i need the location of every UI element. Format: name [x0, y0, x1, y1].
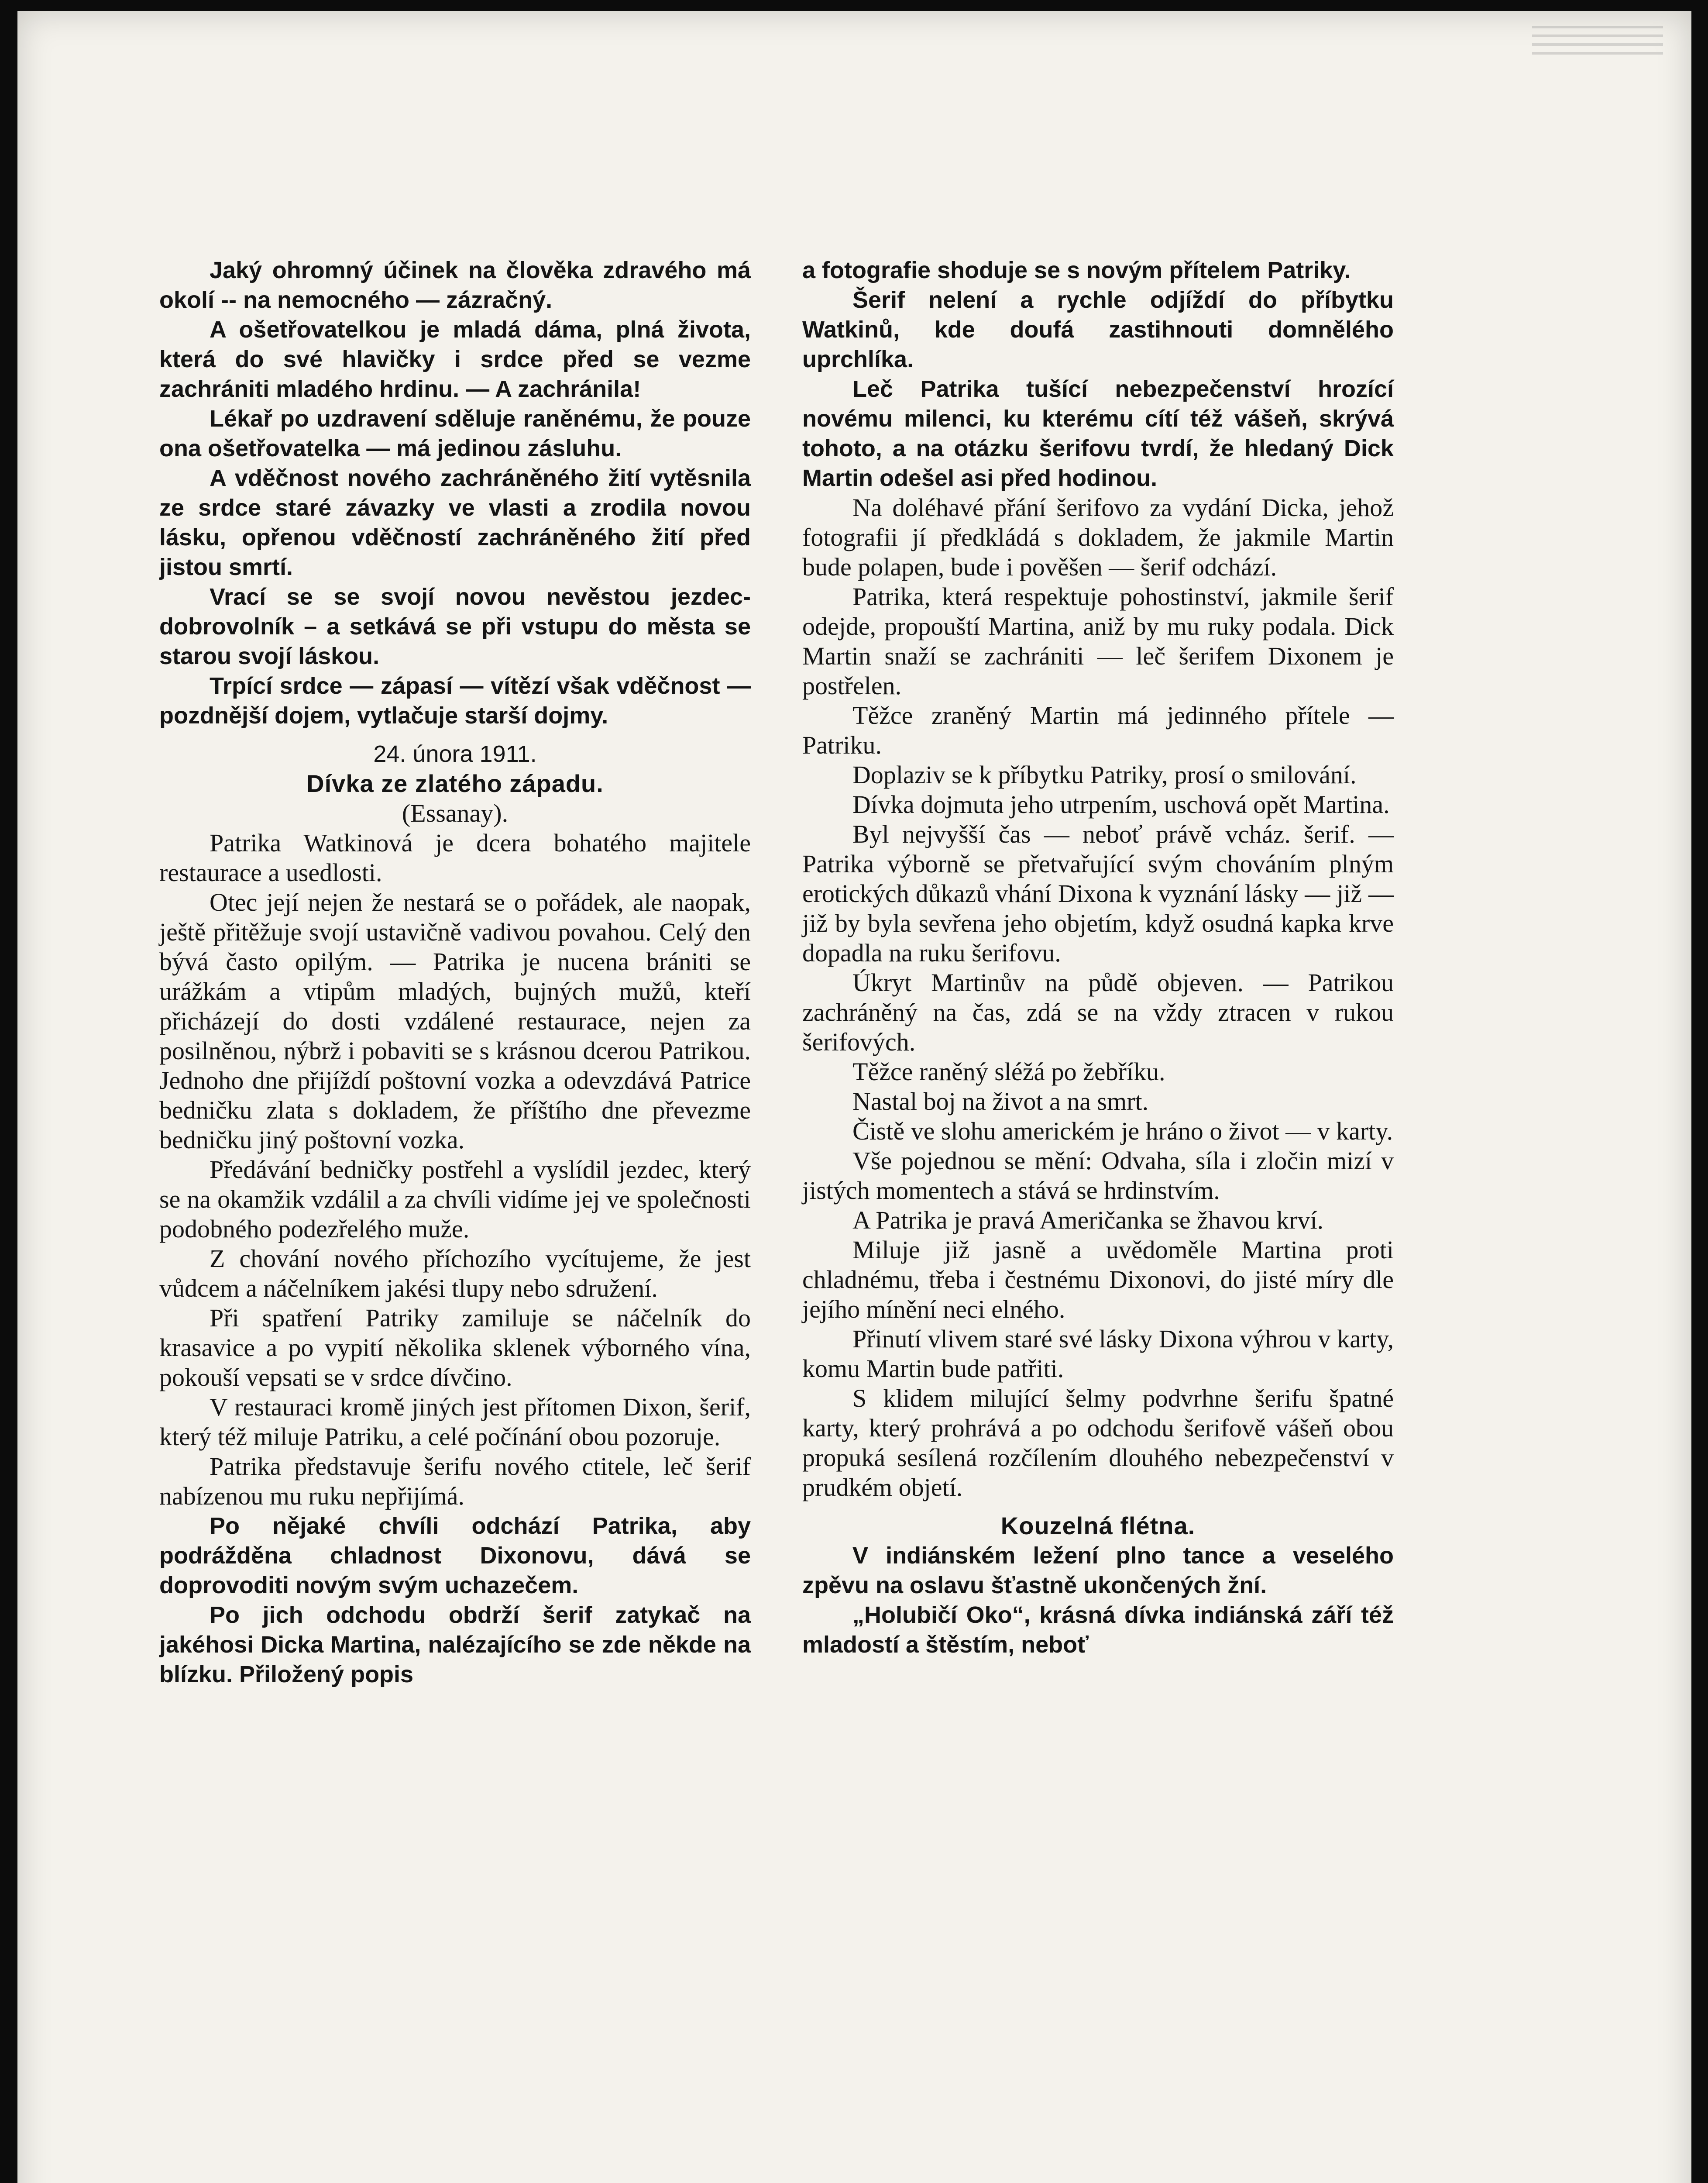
article-title: Dívka ze zlatého západu. — [306, 770, 604, 797]
paragraph: Po nějaké chvíli odchází Patrika, aby podrážděna chladnost Dixonovu, dává se doprovoditi novým svým uchazečem. — [159, 1513, 751, 1598]
paragraph: Z chování nového příchozího vycítujeme, že jest vůdcem a náčelníkem jakési tlupy nebo sdružení. — [159, 1244, 751, 1302]
paragraph: Šerif nelení a rychle odjíždí do příbytku Watkinů, kde doufá zastihnouti domnělého uprchlíka. — [802, 287, 1394, 372]
paragraph: Patrika Watkinová je dcera bohatého majitele restaurace a usedlosti. — [159, 829, 751, 887]
paragraph: V restauraci kromě jiných jest přítomen Dixon, šerif, který též miluje Patriku, a celé počínání obou pozoruje. — [159, 1393, 751, 1451]
paragraph: „Holubičí Oko“, krásná dívka indiánská září též mladostí a štěstím, neboť — [802, 1602, 1394, 1658]
right-column — [802, 255, 1394, 1660]
paragraph: Dívka dojmuta jeho utrpením, uschová opět Martina. — [852, 790, 1390, 819]
paragraph: Nastal boj na život a na smrt. — [852, 1087, 1149, 1116]
paragraph: Trpící srdce — zápasí — vítězí však vděčnost — pozdnější dojem, vytlačuje starší dojmy. — [159, 673, 751, 729]
paragraph: Čistě ve slohu americkém je hráno o život — v karty. — [852, 1117, 1393, 1145]
paragraph: a fotografie shoduje se s novým přítelem Patriky. — [802, 257, 1351, 283]
date-heading: 24. února 1911. — [373, 741, 537, 767]
paragraph: Těžce zraněný Martin má jedinného přítele — Patriku. — [802, 701, 1394, 759]
paragraph: Patrika, která respektuje pohostinství, jakmile šerif odejde, propouští Martina, aniž by mu ruky podala. Dick Martin snaží se zachrániti — leč šerifem Dixonem je postřelen. — [802, 582, 1394, 700]
paragraph: Vše pojednou se mění: Odvaha, síla i zločin mizí v jistých momentech a stává se hrdinstvím. — [802, 1147, 1394, 1205]
left-column — [159, 255, 751, 1689]
paragraph: Patrika představuje šerifu nového ctitele, leč šerif nabízenou mu ruku nepřijímá. — [159, 1452, 751, 1510]
paragraph: Vrací se se svojí novou nevěstou jezdec-dobrovolník – a setkává se při vstupu do města se starou svojí láskou. — [159, 584, 751, 669]
paragraph: Byl nejvyšší čas — neboť právě vcház. šerif. — Patrika výborně se přetvařující svým chováním plným erotických důkazů vhání Dixona k vyznání lásky — již — již by byla sevřena jeho objetím, když osudná kapka krve dopadla na ruku šerifovu. — [802, 820, 1394, 967]
paragraph: Úkryt Martinův na půdě objeven. — Patrikou zachráněný na čas, zdá se na vždy ztracen v rukou šerifových. — [802, 968, 1394, 1056]
paragraph: S klidem milující šelmy podvrhne šerifu špatné karty, který prohrává a po odchodu šerifově vášeň obou propuká sesílená rozčílením dlouhého nebezpečenství v prudkém objetí. — [802, 1384, 1394, 1501]
paragraph: Lékař po uzdravení sděluje raněnému, že pouze ona ošetřovatelka — má jedinou zásluhu. — [159, 406, 751, 461]
paragraph: Doplaziv se k příbytku Patriky, prosí o smilování. — [852, 761, 1357, 789]
paragraph: Těžce raněný sléžá po žebříku. — [852, 1057, 1165, 1086]
paragraph: A vděčnost nového zachráněného žití vytěsnila ze srdce staré závazky ve vlasti a zrodila novou lásku, opřenou vděčností zachráněného žití před jistou smrtí. — [159, 465, 751, 580]
paragraph: Na doléhavé přání šerifovo za vydání Dicka, jehož fotografii jí předkládá s dokladem, že jakmile Martin bude polapen, bude i pověšen — šerif odchází. — [802, 493, 1394, 581]
paragraph: Otec její nejen že nestará se o pořádek, ale naopak, ještě přitěžuje svojí ustavičně vadivou povahou. Celý den bývá často opilým. — Patrika je nucena brániti se urážkám a vtipům mladých, bujných mužů, kteří přicházejí do dosti vzdálené restaurace, nejen za posilněnou, nýbrž i pobaviti se s krásnou dcerou Patrikou. Jednoho dne přijíždí poštovní vozka a odevzdává Patrice bedničku zlata s dokladem, že příštího dne převezme bedničku jiný poštovní vozka. — [159, 888, 751, 1154]
paragraph: Jaký ohromný účinek na člověka zdravého má okolí -- na nemocného — zázračný. — [159, 257, 751, 313]
paragraph: A Patrika je pravá Američanka se žhavou krví. — [852, 1206, 1324, 1234]
paragraph: Po jich odchodu obdrží šerif zatykač na jakéhosi Dicka Martina, nalézajícího se zde někde na blízku. Přiložený popis — [159, 1602, 751, 1687]
paragraph: Leč Patrika tušící nebezpečenství hrozící novému milenci, ku kterému cítí též vášeň, skrývá tohoto, a na otázku šerifovu tvrdí, že hledaný Dick Martin odešel asi před hodinou. — [802, 376, 1394, 491]
paragraph: Předávání bedničky postřehl a vyslídil jezdec, který se na okamžik vzdálil a za chvíli vidíme jej ve společnosti podobného podezřelého muže. — [159, 1155, 751, 1243]
studio-credit: (Essanay). — [402, 799, 509, 827]
article-title: Kouzelná flétna. — [1000, 1512, 1196, 1539]
paragraph: Miluje již jasně a uvědoměle Martina proti chladnému, třeba i čestnému Dixonovi, do jisté míry dle jejího mínění neci elného. — [802, 1236, 1394, 1323]
paragraph: Při spatření Patriky zamiluje se náčelník do krasavice a po vypití několika sklenek výborného vína, pokouší vepsati se v srdce dívčino. — [159, 1304, 751, 1391]
paragraph: V indiánském ležení plno tance a veselého zpěvu na oslavu šťastně ukončených žní. — [802, 1543, 1394, 1598]
library-stamp-mark — [1532, 20, 1663, 90]
paragraph: A ošetřovatelkou je mladá dáma, plná života, která do své hlavičky i srdce před se vezme zachrániti mladého hrdinu. — A zachránila! — [159, 317, 751, 402]
paragraph: Přinutí vlivem staré své lásky Dixona výhrou v karty, komu Martin bude patřiti. — [802, 1325, 1394, 1383]
